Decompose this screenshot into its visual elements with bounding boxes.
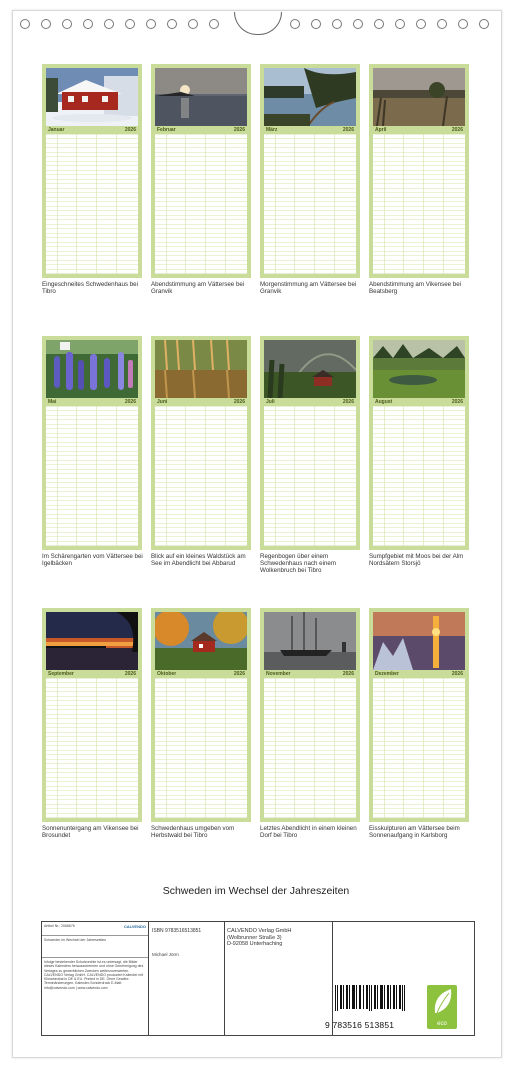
month-name: Juni: [157, 399, 168, 405]
calvendo-logo: CALVENDO: [123, 924, 146, 929]
planner-grid: [46, 134, 138, 274]
photo-sailing-ship: [264, 612, 356, 670]
planner-grid: [373, 134, 465, 274]
planner-grid: [264, 134, 356, 274]
month-card-maerz: [260, 64, 360, 278]
photo-caption: Eingeschneites Schwedenhaus bei Tibro: [42, 281, 138, 295]
publisher-line: (Wolbrunner Straße 3): [227, 934, 282, 941]
binding-hole: [209, 19, 219, 29]
photo-caption: Letztes Abendlicht in einem kleinen Dorf bei Tibro: [260, 825, 357, 839]
photo-caption: Morgenstimmung am Vättersee bei Granvik: [260, 281, 357, 295]
month-year: 2026: [342, 127, 354, 133]
month-year: 2026: [342, 399, 354, 405]
info-column: [42, 922, 149, 1035]
binding-hole: [416, 19, 426, 29]
binding-hole: [20, 19, 30, 29]
eco-badge: [427, 985, 457, 1029]
photo-caption: Im Schärengarten vom Vättersee bei Igelbäcken: [42, 553, 143, 567]
binding-hole: [458, 19, 468, 29]
month-year: 2026: [124, 127, 136, 133]
photo-lake-morning: [264, 68, 356, 126]
planner-grid: [46, 678, 138, 818]
month-name: Februar: [157, 127, 176, 133]
month-name: Juli: [266, 399, 275, 405]
publisher-line: D-92058 Unterhaching: [227, 941, 283, 947]
photo-swamp-moss: [373, 340, 465, 398]
barcode-number: 9 783516 513851: [325, 1020, 395, 1030]
binding-hole: [290, 19, 300, 29]
month-year: 2026: [124, 399, 136, 405]
planner-grid: [46, 406, 138, 546]
planner-grid: [155, 678, 247, 818]
leaf-icon: [427, 985, 457, 1019]
back-info-box: [41, 921, 475, 1036]
month-card-november: [260, 608, 360, 822]
month-card-juli: [260, 336, 360, 550]
month-card-dezember: [369, 608, 469, 822]
photo-caption: Abendstimmung am Vättersee bei Granvik: [151, 281, 245, 295]
photo-caption: Blick auf ein kleines Waldstück am See im Abendlicht bei Abbarud: [151, 553, 246, 567]
barcode: [335, 985, 405, 1011]
month-header: [264, 126, 356, 134]
publisher-address: [227, 928, 291, 948]
binding-hole: [104, 19, 114, 29]
month-header: [46, 126, 138, 134]
month-header: [155, 126, 247, 134]
month-name: Mai: [48, 399, 57, 405]
planner-grid: [155, 406, 247, 546]
photo-snowy-house: [46, 68, 138, 126]
month-card-juni: [151, 336, 251, 550]
month-header: [155, 670, 247, 678]
photo-caption: Regenbogen über einem Schwedenhaus nach einem Wolkenbruch bei Tibro: [260, 553, 337, 574]
binding-hole: [479, 19, 489, 29]
binding-hole: [437, 19, 447, 29]
photo-lake-beatsberg: [373, 68, 465, 126]
month-card-september: [42, 608, 142, 822]
article-number: Artikel Nr.: 2066676: [44, 924, 75, 928]
month-name: April: [375, 127, 387, 133]
month-year: 2026: [451, 127, 463, 133]
month-name: November: [266, 671, 291, 677]
binding-hole: [167, 19, 177, 29]
month-header: [373, 398, 465, 406]
photo-forest-lake: [155, 340, 247, 398]
month-name: März: [266, 127, 278, 133]
month-header: [155, 398, 247, 406]
planner-grid: [155, 134, 247, 274]
binding-hole: [353, 19, 363, 29]
month-year: 2026: [451, 399, 463, 405]
divider: [224, 922, 225, 1035]
photo-caption: Abendstimmung am Vikensee bei Beatsberg: [369, 281, 462, 295]
author-name: Michael Jörm: [152, 952, 179, 957]
photo-lupines: [46, 340, 138, 398]
article-row: [42, 922, 148, 936]
month-header: [264, 670, 356, 678]
month-card-april: [369, 64, 469, 278]
month-header: [46, 670, 138, 678]
month-card-august: [369, 336, 469, 550]
month-header: [46, 398, 138, 406]
month-name: Dezember: [375, 671, 399, 677]
publisher-line: CALVENDO Verlag GmbH: [227, 928, 292, 934]
photo-sunset-lake: [46, 612, 138, 670]
binding-hole: [62, 19, 72, 29]
month-card-februar: [151, 64, 251, 278]
legal-text: Infolge bestehender Schutzrechte ist es untersagt, die Bilder dieses Kalenders herauszutrennen und ohne Genehmigung des Verlages zu gewerblichen Zwecken weiterzuverwerten. CALVENDO Verlag GmbH. CALVENDO produziert Kalender mit Klimaneutral in DE & EU. Printed in DE. Ohne Gewähr: Terminänderungen. Kalender-Sonderdruck E-Mail: info@calvendo.com | www.calvendo.com: [44, 960, 144, 990]
binding-hole: [146, 19, 156, 29]
binding-hole: [83, 19, 93, 29]
month-year: 2026: [233, 671, 245, 677]
month-year: 2026: [233, 399, 245, 405]
month-name: September: [48, 671, 74, 677]
isbn-text: ISBN 9783516513851: [152, 928, 202, 934]
calendar-title: Schweden im Wechsel der Jahreszeiten: [162, 885, 350, 897]
month-header: [264, 398, 356, 406]
planner-grid: [264, 678, 356, 818]
month-year: 2026: [451, 671, 463, 677]
month-card-oktober: [151, 608, 251, 822]
month-card-mai: [42, 336, 142, 550]
month-header: [373, 670, 465, 678]
subtitle-row: Schweden im Wechsel der Jahreszeiten: [42, 936, 148, 958]
photo-rainbow-house: [264, 340, 356, 398]
month-name: August: [375, 399, 393, 405]
month-year: 2026: [124, 671, 136, 677]
planner-grid: [264, 406, 356, 546]
month-year: 2026: [233, 127, 245, 133]
photo-ice-sculptures: [373, 612, 465, 670]
month-year: 2026: [342, 671, 354, 677]
month-name: Januar: [48, 127, 65, 133]
binding-hole: [374, 19, 384, 29]
photo-lake-evening: [155, 68, 247, 126]
binding-hole: [188, 19, 198, 29]
binding-hole: [395, 19, 405, 29]
photo-caption: Schwedenhaus umgeben vom Herbstwald bei Tibro: [151, 825, 235, 839]
binding-hole: [332, 19, 342, 29]
eco-label: eco: [437, 1021, 447, 1027]
binding-hole: [311, 19, 321, 29]
photo-autumn-house: [155, 612, 247, 670]
planner-grid: [373, 406, 465, 546]
month-header: [373, 126, 465, 134]
divider: [332, 922, 333, 1035]
photo-caption: Eisskulpturen am Vättersee beim Sonnenaufgang in Karlsborg: [369, 825, 460, 839]
month-name: Oktober: [157, 671, 177, 677]
binding-hole: [125, 19, 135, 29]
month-card-januar: [42, 64, 142, 278]
photo-caption: Sonnenuntergang am Vikensee bei Brosundet: [42, 825, 139, 839]
planner-grid: [373, 678, 465, 818]
photo-caption: Sumpfgebiet mit Moos bei der Alm Nordsätern Storsjö: [369, 553, 464, 567]
binding-hole: [41, 19, 51, 29]
